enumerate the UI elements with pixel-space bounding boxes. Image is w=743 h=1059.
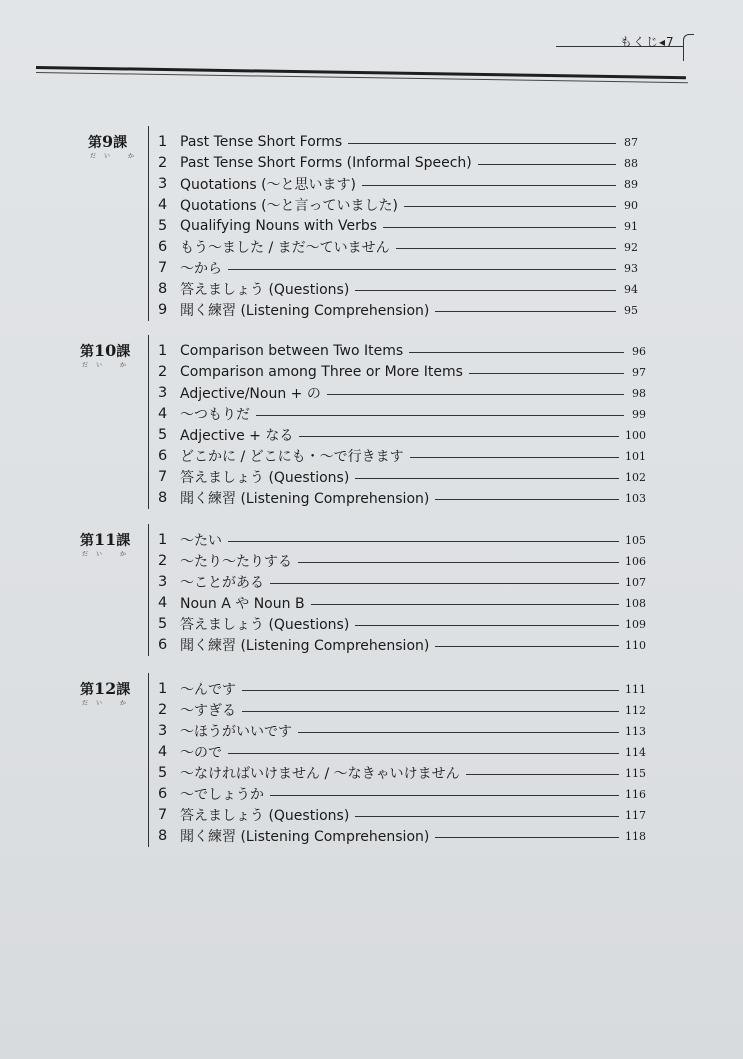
toc-page-number: 95 (624, 303, 638, 317)
toc-entry[interactable] (158, 763, 646, 783)
toc-entry-title: 答えましょう (Questions) (180, 808, 350, 824)
chapter-number: 12 (94, 679, 117, 698)
chapter-divider-line (148, 673, 149, 847)
toc-page-number: 110 (625, 638, 646, 652)
chapter-label (80, 679, 130, 699)
toc-leader-line (298, 562, 619, 563)
toc-entry-number: 3 (158, 723, 168, 739)
toc-page-number: 87 (624, 135, 638, 149)
toc-page-number: 108 (625, 596, 646, 610)
toc-entry-number: 1 (158, 532, 168, 548)
toc-entry[interactable] (158, 488, 646, 508)
toc-leader-line (383, 227, 616, 228)
chapter-label-suffix: 課 (116, 682, 131, 698)
toc-entry[interactable] (158, 258, 638, 278)
toc-entry-number: 1 (158, 681, 168, 697)
toc-entry-title: Past Tense Short Forms (Informal Speech) (180, 155, 472, 171)
toc-entry[interactable] (158, 614, 646, 634)
toc-entry-title: Noun A や Noun B (180, 596, 305, 612)
toc-entry[interactable] (158, 679, 646, 699)
toc-entry-title: 聞く練習 (Listening Comprehension) (180, 829, 430, 845)
toc-leader-line (348, 143, 616, 144)
toc-leader-line (299, 436, 619, 437)
toc-page-number: 98 (632, 386, 646, 400)
toc-entry-number: 5 (158, 218, 168, 234)
toc-entry-number: 4 (158, 744, 168, 760)
toc-entry-number: 6 (158, 448, 168, 464)
toc-entry-number: 4 (158, 197, 168, 213)
toc-entry-title: 〜すぎる (180, 703, 236, 719)
toc-page-number: 88 (624, 156, 638, 170)
toc-entry[interactable] (158, 826, 646, 846)
chapter-label (80, 530, 130, 550)
toc-entry-number: 5 (158, 427, 168, 443)
toc-leader-line (228, 269, 616, 270)
toc-entry-title: Adjective + なる (180, 428, 294, 444)
toc-page-number: 116 (625, 787, 646, 801)
toc-leader-line (228, 753, 619, 754)
toc-entry-title: 聞く練習 (Listening Comprehension) (180, 638, 430, 654)
toc-page-number: 99 (632, 407, 646, 421)
toc-entry-number: 6 (158, 786, 168, 802)
toc-entry-number: 3 (158, 574, 168, 590)
chapter-furigana: だい か (90, 153, 142, 160)
toc-entry[interactable] (158, 805, 646, 825)
toc-entry[interactable] (158, 300, 638, 320)
toc-page-number: 103 (625, 491, 646, 505)
toc-entry-title: 〜から (180, 261, 222, 277)
header-hook-ornament (683, 34, 694, 61)
chapter-divider-line (148, 126, 149, 321)
toc-entry[interactable] (158, 700, 646, 720)
chapter-label-suffix: 課 (116, 344, 131, 360)
toc-entry[interactable] (158, 195, 638, 215)
toc-entry[interactable] (158, 174, 638, 194)
toc-entry-title: 〜ほうがいいです (180, 724, 292, 740)
toc-page-number: 111 (625, 682, 646, 696)
toc-leader-line (270, 583, 619, 584)
toc-page-number: 96 (632, 344, 646, 358)
toc-leader-line (355, 816, 619, 817)
toc-entry-title: 〜ことがある (180, 575, 264, 591)
toc-entry-number: 4 (158, 406, 168, 422)
toc-entry-number: 6 (158, 239, 168, 255)
toc-leader-line (298, 732, 619, 733)
toc-leader-line (355, 478, 619, 479)
toc-page-number: 91 (624, 219, 638, 233)
toc-entry[interactable] (158, 362, 646, 382)
toc-page-number: 105 (625, 533, 646, 547)
chapter-furigana: だい か (82, 700, 134, 707)
toc-leader-line (409, 352, 624, 353)
toc-page-number: 117 (625, 808, 646, 822)
chapter-label-prefix: 第 (88, 135, 102, 151)
toc-page-number: 101 (625, 449, 646, 463)
toc-leader-line (478, 164, 616, 165)
toc-entry[interactable] (158, 467, 646, 487)
toc-entry-number: 1 (158, 343, 168, 359)
toc-entry[interactable] (158, 784, 646, 804)
toc-entry[interactable] (158, 635, 646, 655)
toc-leader-line (435, 837, 619, 838)
chapter-label-prefix: 第 (80, 682, 94, 698)
toc-entry-number: 5 (158, 765, 168, 781)
toc-entry[interactable] (158, 341, 646, 361)
toc-leader-line (404, 206, 616, 207)
toc-entry-title: Quotations (〜と思います) (180, 177, 357, 193)
toc-entry[interactable] (158, 721, 646, 741)
toc-entry-number: 3 (158, 176, 168, 192)
toc-leader-line (311, 604, 619, 605)
toc-page-number: 92 (624, 240, 638, 254)
toc-entry[interactable] (158, 132, 638, 152)
toc-entry[interactable] (158, 404, 646, 424)
toc-page-number: 113 (625, 724, 646, 738)
toc-leader-line (435, 499, 619, 500)
toc-page-number: 115 (625, 766, 646, 780)
toc-entry-title: 〜でしょうか (180, 787, 264, 803)
toc-leader-line (469, 373, 624, 374)
toc-entry[interactable] (158, 383, 646, 403)
toc-entry[interactable] (158, 530, 646, 550)
toc-leader-line (435, 311, 616, 312)
toc-entry-title: 〜んです (180, 682, 236, 698)
chapter-label-suffix: 課 (116, 533, 131, 549)
toc-page-number: 106 (625, 554, 646, 568)
toc-entry[interactable] (158, 593, 646, 613)
toc-entry[interactable] (158, 237, 638, 257)
toc-entry-title: 〜なければいけません / 〜なきゃいけません (180, 766, 460, 782)
toc-leader-line (256, 415, 624, 416)
toc-entry-number: 2 (158, 364, 168, 380)
toc-entry-title: 〜たい (180, 533, 222, 549)
toc-page-number: 107 (625, 575, 646, 589)
toc-leader-line (410, 457, 619, 458)
toc-entry-title: もう〜ました / まだ〜ていません (180, 240, 390, 256)
toc-entry-title: 答えましょう (Questions) (180, 282, 350, 298)
toc-leader-line (396, 248, 616, 249)
toc-entry-title: 聞く練習 (Listening Comprehension) (180, 303, 430, 319)
chapter-divider-line (148, 524, 149, 656)
toc-entry-title: Comparison between Two Items (180, 343, 404, 359)
toc-entry-title: 答えましょう (Questions) (180, 617, 350, 633)
toc-entry-number: 6 (158, 637, 168, 653)
toc-page-number: 118 (625, 829, 646, 843)
chapter-number: 11 (94, 530, 117, 549)
toc-leader-line (327, 394, 624, 395)
toc-entry-number: 3 (158, 385, 168, 401)
toc-page-number: 97 (632, 365, 646, 379)
toc-leader-line (362, 185, 616, 186)
toc-entry[interactable] (158, 279, 638, 299)
toc-page-number: 89 (624, 177, 638, 191)
toc-entry[interactable] (158, 551, 646, 571)
toc-entry-number: 4 (158, 595, 168, 611)
toc-entry-title: 〜ので (180, 745, 222, 761)
toc-leader-line (355, 625, 619, 626)
chapter-label-prefix: 第 (80, 344, 94, 360)
toc-page-number: 93 (624, 261, 638, 275)
toc-entry-number: 7 (158, 469, 168, 485)
toc-entry-title: 〜たり〜たりする (180, 554, 292, 570)
toc-entry[interactable] (158, 572, 646, 592)
toc-leader-line (355, 290, 616, 291)
toc-leader-line (466, 774, 619, 775)
toc-entry[interactable] (158, 742, 646, 762)
chapter-furigana: だい か (82, 551, 134, 558)
toc-page-number: 100 (625, 428, 646, 442)
toc-entry-number: 1 (158, 134, 168, 150)
toc-entry-number: 2 (158, 155, 168, 171)
toc-page-number: 114 (625, 745, 646, 759)
toc-entry-title: 答えましょう (Questions) (180, 470, 350, 486)
toc-leader-line (270, 795, 619, 796)
toc-entry-number: 2 (158, 702, 168, 718)
toc-leader-line (242, 711, 619, 712)
chapter-label-prefix: 第 (80, 533, 94, 549)
toc-entry-title: Adjective/Noun + の (180, 386, 321, 402)
toc-entry-title: どこかに / どこにも・〜で行きます (180, 449, 404, 465)
chapter-label-suffix: 課 (113, 135, 128, 151)
toc-entry[interactable] (158, 216, 638, 236)
toc-page-number: 109 (625, 617, 646, 631)
chapter-label (80, 341, 130, 361)
toc-entry-number: 8 (158, 490, 168, 506)
chapter-furigana: だい か (82, 362, 134, 369)
toc-entry-title: 聞く練習 (Listening Comprehension) (180, 491, 430, 507)
toc-page-number: 102 (625, 470, 646, 484)
toc-entry-number: 2 (158, 553, 168, 569)
toc-leader-line (228, 541, 619, 542)
toc-entry-title: Quotations (〜と言っていました) (180, 198, 399, 214)
toc-entry-title: Past Tense Short Forms (180, 134, 343, 150)
toc-entry-number: 8 (158, 828, 168, 844)
chapter-number: 10 (94, 341, 117, 360)
toc-entry-number: 8 (158, 281, 168, 297)
toc-page-number: 94 (624, 282, 638, 296)
chapter-divider-line (148, 335, 149, 509)
toc-entry[interactable] (158, 446, 646, 466)
toc-entry[interactable] (158, 425, 646, 445)
toc-page-number: 90 (624, 198, 638, 212)
chapter-label (88, 132, 127, 152)
chapter-number: 9 (102, 132, 114, 151)
toc-entry[interactable] (158, 153, 638, 173)
toc-entry-title: Qualifying Nouns with Verbs (180, 218, 378, 234)
toc-page-number: 112 (625, 703, 646, 717)
toc-entry-number: 7 (158, 260, 168, 276)
toc-entry-number: 9 (158, 302, 168, 318)
toc-entry-number: 5 (158, 616, 168, 632)
toc-leader-line (435, 646, 619, 647)
toc-entry-title: Comparison among Three or More Items (180, 364, 463, 380)
toc-entry-number: 7 (158, 807, 168, 823)
toc-leader-line (242, 690, 619, 691)
toc-entry-title: 〜つもりだ (180, 407, 250, 423)
running-title: もくじ◂7 (620, 35, 675, 49)
